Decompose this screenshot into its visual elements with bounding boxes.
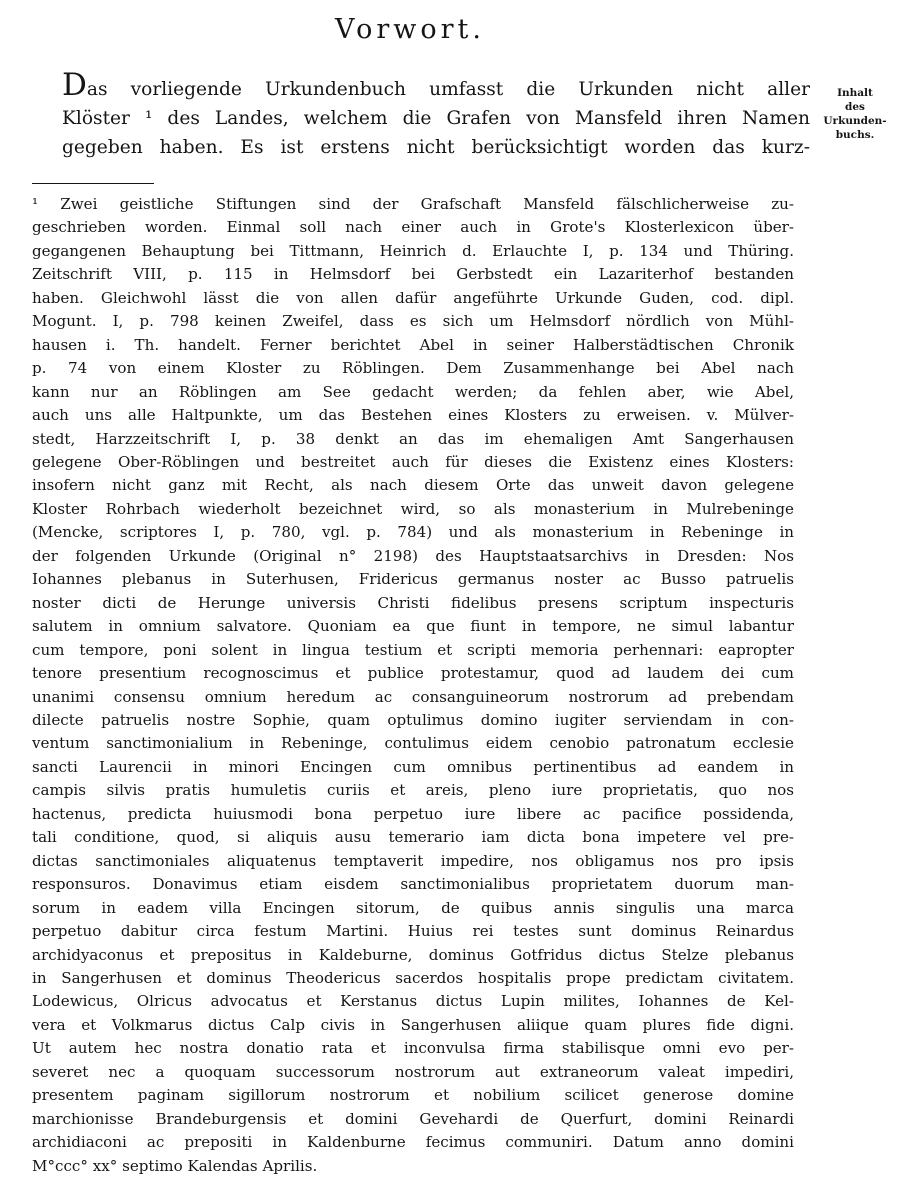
main-line: Klöster ¹ des Landes, welchem die Grafen von Mansfeld ihren Namen [62,108,810,129]
main-line-text: as vorliegende Urkundenbuch umfasst die Urkunden nicht aller [86,79,810,100]
footnote-line: p. 74 von einem Kloster zu Röblingen. Dem Zusammenhange bei Abel nach [32,359,794,378]
footnote-line: campis silvis pratis humuletis curiis et areis, pleno iure proprietatis, quo nos [32,781,794,800]
footnote-line: responsuros. Donavimus etiam eisdem sanctimonialibus proprietatem duorum man- [32,875,794,894]
dropcap-initial: D [62,67,87,103]
margin-note-line: des [845,101,865,113]
footnote-line: geschrieben worden. Einmal soll nach einer auch in Grote's Klosterlexicon über- [32,218,794,237]
footnote-line: severet nec a quoquam successorum nostrorum aut extraneorum valeat impediri, [32,1062,794,1081]
footnote-line: kann nur an Röblingen am See gedacht werden; da fehlen aber, wie Abel, [32,382,794,401]
footnote-line: Iohannes plebanus in Suterhusen, Fridericus germanus noster ac Busso patruelis [32,570,794,589]
footnote-line: Ut autem hec nostra donatio rata et inconvulsa firma stabilisque omni evo per- [32,1039,794,1058]
footnote-line: archidyaconus et prepositus in Kaldeburne, dominus Gotfridus dictus Stelze plebanus [32,945,794,964]
footnote-line: sancti Laurencii in minori Encingen cum omnibus pertinentibus ad eandem in [32,757,794,776]
footnote-line: salutem in omnium salvatore. Quoniam ea que fiunt in tempore, ne simul labantur [32,617,794,636]
footnote-line: sorum in eadem villa Encingen sitorum, de quibus annis singulis una marca [32,898,794,917]
footnote-line: tenore presentium recognoscimus et publice protestamur, quod ad laudem dei cum [32,664,794,683]
footnote-line: dilecte patruelis nostre Sophie, quam optulimus domino iugiter serviendam in con- [32,710,794,729]
footnote-line: presentem paginam sigillorum nostrorum et nobilium scilicet generose domine [32,1086,794,1105]
footnote-line: auch uns alle Haltpunkte, um das Bestehen eines Klosters zu erweisen. v. Mülver- [32,406,794,425]
footnote-line: noster dicti de Herunge universis Christi fidelibus presens scriptum inspecturis [32,593,794,612]
main-line [62,67,810,104]
footnote-line: Zeitschrift VIII, p. 115 in Helmsdorf bei Gerbstedt ein Lazariterhof bestanden [32,265,794,284]
footnote-line: perpetuo dabitur circa festum Martini. Huius rei testes sunt dominus Reinardus [32,922,794,941]
footnote-line: insofern nicht ganz mit Recht, als nach diesem Orte das unweit davon gelegene [32,476,794,495]
footnote-line: ventum sanctimonialium in Rebeninge, contulimus eidem cenobio patronatum ecclesie [32,734,794,753]
footnote-line: ¹ Zwei geistliche Stiftungen sind der Grafschaft Mansfeld fälschlicherweise zu- [32,195,794,213]
footnote-line: stedt, Harzzeitschrift I, p. 38 denkt an das im ehemaligen Amt Sangerhausen [32,429,794,448]
footnote-line: tali conditione, quod, si aliquis ausu temerario iam dicta bona impetere vel pre- [32,828,794,847]
footnote-line: gelegene Ober-Röblingen und bestreitet auch für dieses die Existenz eines Klosters: [32,452,794,471]
footnote-line: Mogunt. I, p. 798 keinen Zweifel, dass es sich um Helmsdorf nördlich von Mühl- [32,312,794,331]
footnote-line: in Sangerhusen et dominus Theodericus sacerdos hospitalis prope predictam civitatem. [32,968,794,987]
margin-note [815,86,895,142]
page-title: Vorwort. [335,14,485,45]
footnote-line: hausen i. Th. handelt. Ferner berichtet Abel in seiner Halberstädtischen Chronik [32,335,794,354]
footnote-line: marchionisse Brandeburgensis et domini Gevehardi de Querfurt, domini Reinardi [32,1109,794,1128]
footnote-line: archidiaconi ac prepositi in Kaldenburne fecimus communiri. Datum anno domini [32,1133,794,1152]
footnote-line: cum tempore, poni solent in lingua testium et scripti memoria perhennari: eapropter [32,640,794,659]
footnote-line: M°ccc° xx° septimo Kalendas Aprilis. [32,1156,318,1175]
footnote-line: unanimi consensu omnium heredum ac consanguineorum nostrorum ad prebendam [32,687,794,706]
footnote-line: Lodewicus, Olricus advocatus et Kerstanus dictus Lupin milites, Iohannes de Kel- [32,992,794,1011]
footnote [32,193,794,1178]
footnote-line: Kloster Rohrbach wiederholt bezeichnet wird, so als monasterium in Mulrebeninge [32,499,794,518]
footnote-line: dictas sanctimoniales aliquatenus temptaverit impedire, nos obligamus nos pro ipsis [32,851,794,870]
main-line: gegeben haben. Es ist erstens nicht berücksichtigt worden das kurz- [62,137,810,158]
footnote-line: hactenus, predicta huiusmodi bona perpetuo iure libere ac pacifice possidenda, [32,804,794,823]
main-paragraph [62,67,810,162]
footnote-line: gegangenen Behauptung bei Tittmann, Heinrich d. Erlauchte I, p. 134 und Thüring. [32,241,794,260]
footnote-line: haben. Gleichwohl lässt die von allen dafür angeführte Urkunde Guden, cod. dipl. [32,288,794,307]
footnote-line: (Mencke, scriptores I, p. 780, vgl. p. 784) und als monasterium in Rebeninge in [32,523,794,542]
margin-note-line: Urkunden- [823,115,887,127]
margin-note-line: Inhalt [837,87,873,99]
footnote-separator [32,183,154,184]
footnote-line: der folgenden Urkunde (Original n° 2198) des Hauptstaatsarchivs in Dresden: Nos [32,546,794,565]
footnote-line: vera et Volkmarus dictus Calp civis in Sangerhusen aliique quam plures fide digni. [32,1015,794,1034]
margin-note-line: buchs. [835,129,875,141]
